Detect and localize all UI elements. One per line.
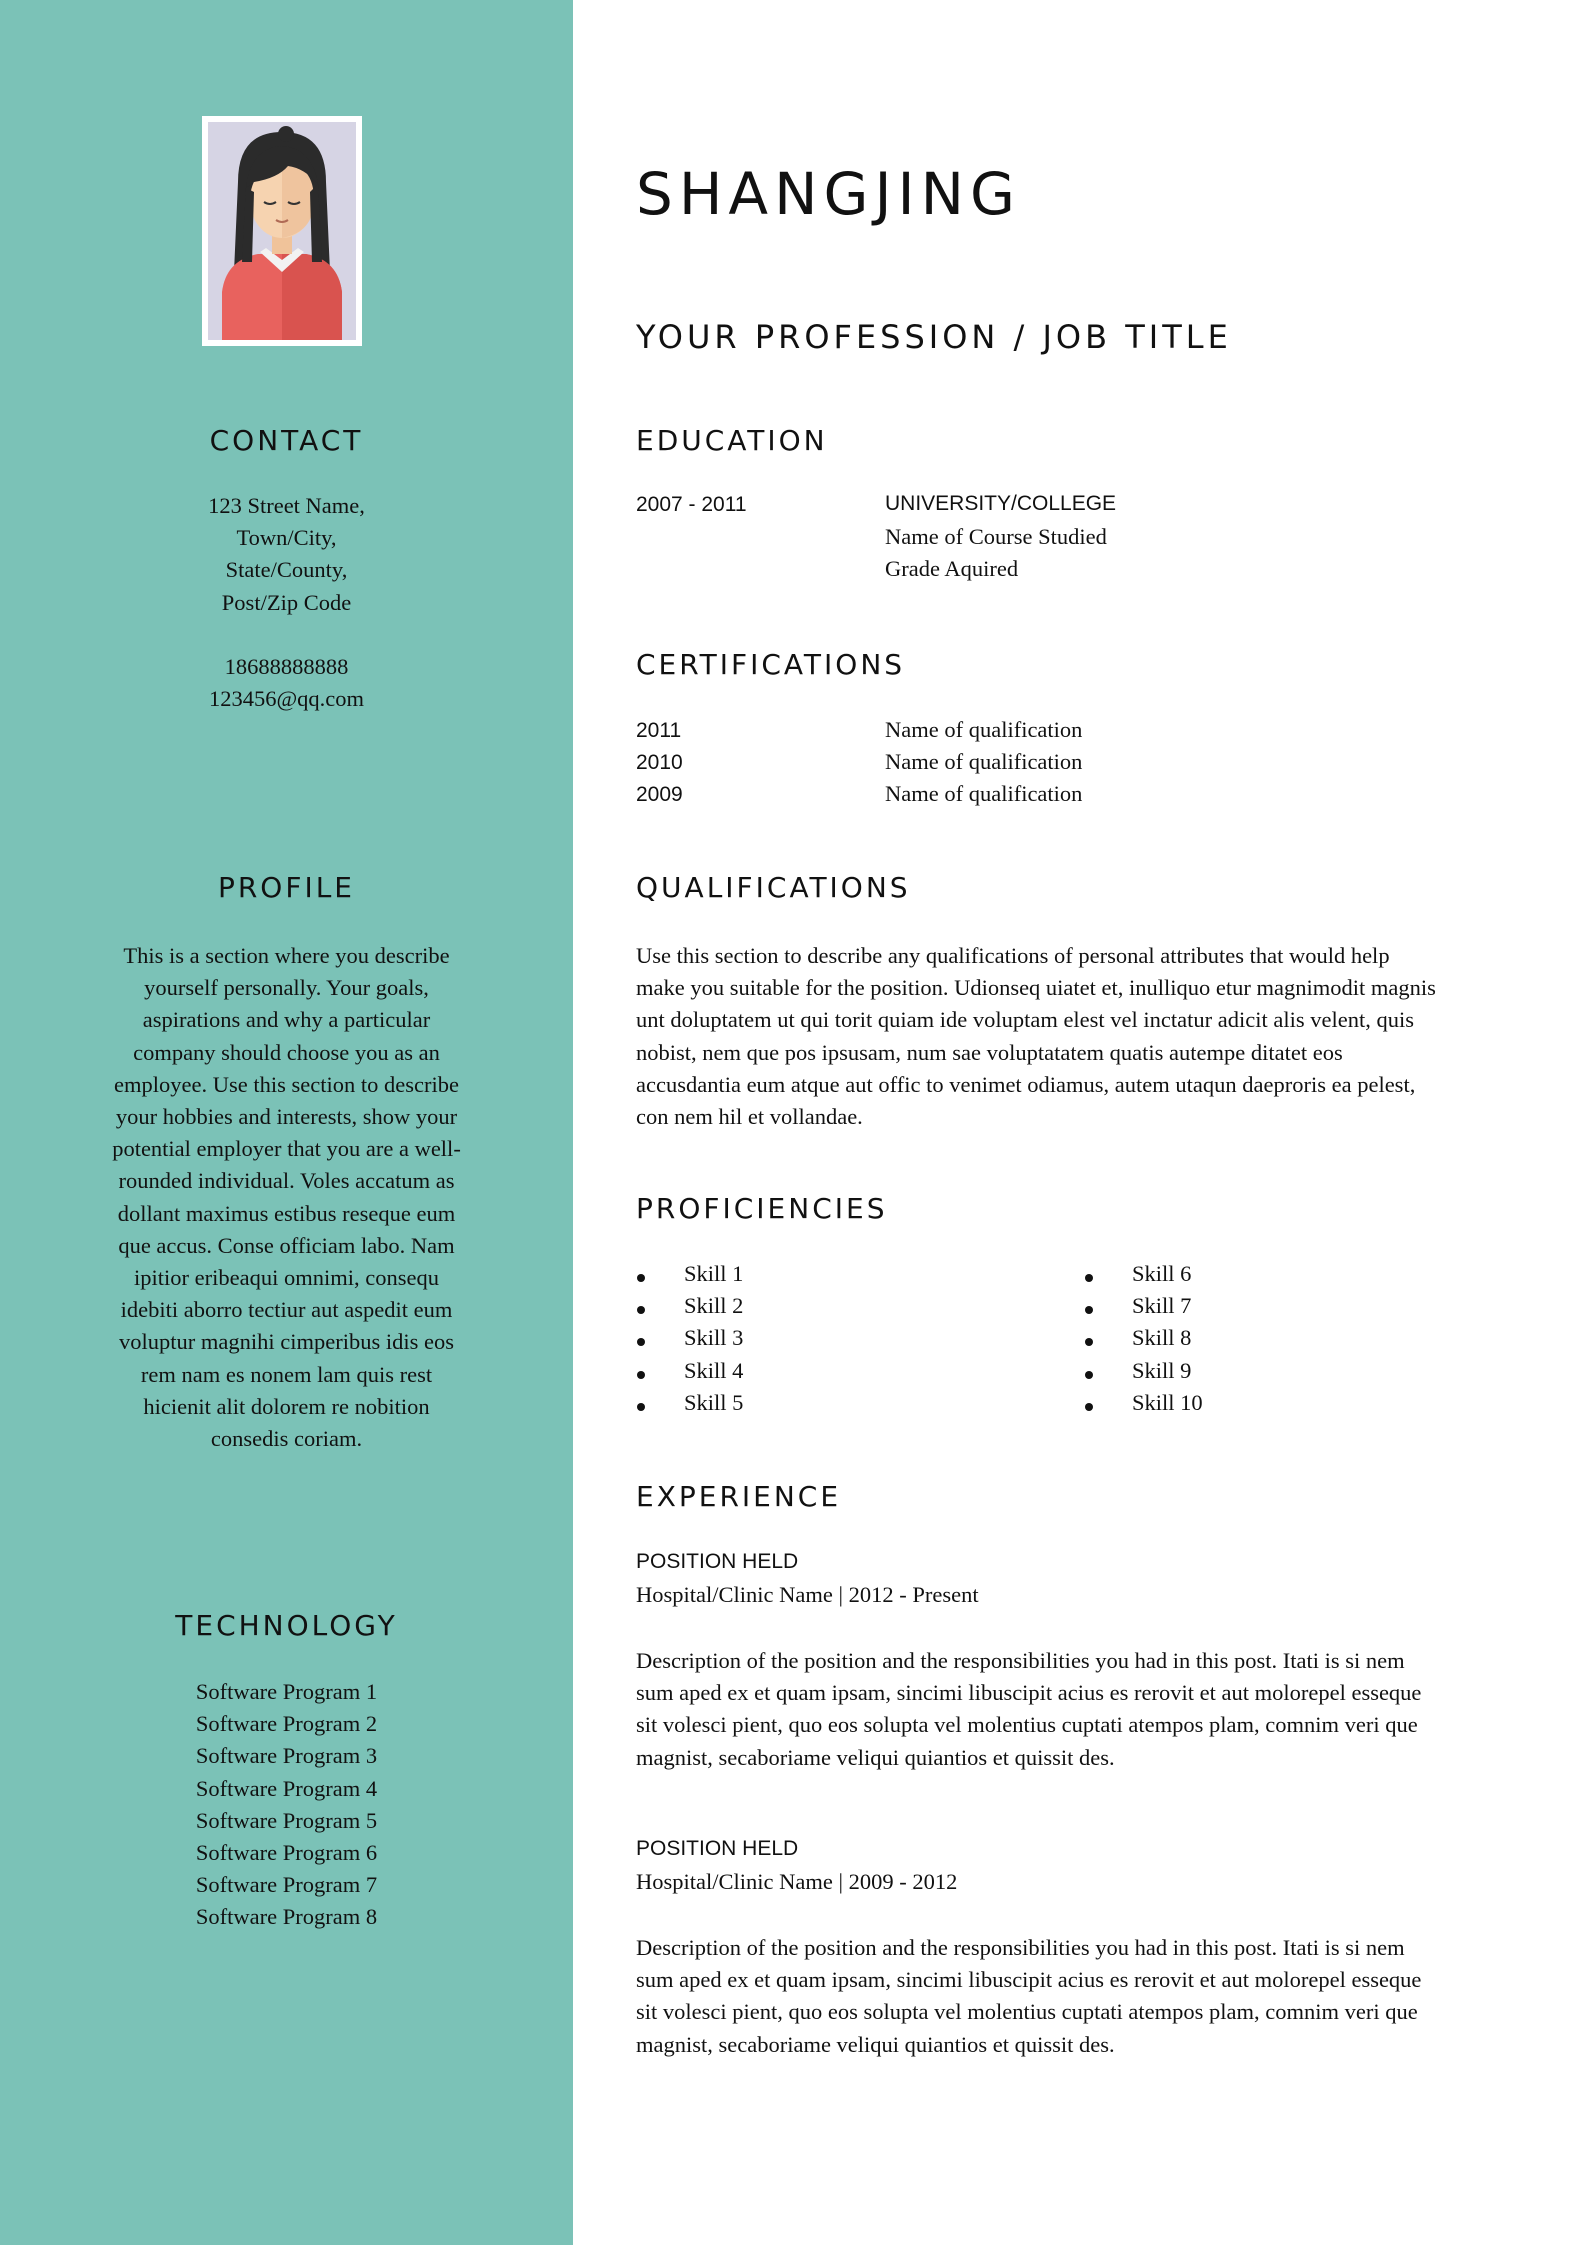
profile-line: employee. Use this section to describe [114, 1071, 459, 1097]
education-grade-row [636, 556, 1496, 588]
certification-row [636, 749, 1496, 781]
skill-item [1084, 1258, 1384, 1290]
address-line: State/County, [225, 557, 348, 583]
contact-heading: CONTACT [209, 424, 364, 457]
technology-heading: TECHNOLOGY [175, 1609, 398, 1642]
technology-item: Software Program 3 [195, 1743, 378, 1769]
position-description-line: sum aped ex et quam ipsam, sincimi libuscipit acius es rerovit et aut molorepel esseque [636, 1680, 1422, 1706]
profile-line: rem nam es nonem lam quis rest [140, 1361, 433, 1387]
bullet-icon [637, 1306, 645, 1314]
address-line: Post/Zip Code [221, 589, 352, 615]
bullet-icon [637, 1371, 645, 1379]
experience-heading: EXPERIENCE [636, 1480, 842, 1513]
sidebar [0, 0, 573, 2245]
qualifications-line: nobist, nem que pos ipsusam, num sae voluptatatem quatis autempe ditatet eos [636, 1039, 1343, 1065]
certification-name: Name of qualification [885, 749, 1083, 774]
position-title: POSITION HELD [636, 1550, 799, 1573]
bullet-icon [637, 1274, 645, 1282]
position-description-line: Description of the position and the responsibilities you had in this post. Itati is si nem [636, 1935, 1405, 1960]
bullet-icon [1085, 1306, 1093, 1314]
skill-label: Skill 10 [1132, 1389, 1203, 1415]
education-row [636, 490, 1496, 522]
skill-item [636, 1290, 936, 1322]
candidate-name: SHANGJING [636, 160, 1021, 228]
skill-label: Skill 2 [684, 1293, 744, 1319]
profile-line: rounded individual. Voles accatum as [118, 1168, 455, 1194]
position-description-line: Description of the position and the responsibilities you had in this post. Itati is si nem [636, 1648, 1405, 1673]
position-description [636, 1645, 1502, 1774]
qualifications-line: unt doluptatem ut qui torit quiam ide voluptam elest vel inctatur adicit alis velent, quis [636, 1007, 1414, 1033]
qualifications-line: con nem hil et vollandae. [636, 1104, 863, 1130]
skill-item [636, 1387, 936, 1419]
education-years: 2007 - 2011 [636, 493, 747, 516]
profile-line: idebiti aborro tectiur aut aspedit eum [120, 1297, 453, 1323]
position-description-line: magnist, secaboriame veliqui quiantios et quissit des. [636, 1744, 1115, 1770]
skill-item [1084, 1290, 1384, 1322]
certification-name: Name of qualification [885, 781, 1083, 806]
profile-line: aspirations and why a particular [142, 1007, 431, 1033]
position-subtitle: Hospital/Clinic Name | 2009 - 2012 [636, 1869, 958, 1894]
bullet-icon [637, 1403, 645, 1411]
profile-text [80, 940, 493, 1455]
position-description [636, 1932, 1502, 2061]
address-line: Town/City, [236, 525, 337, 551]
profile-line: ipitior eribeaqui omnimi, consequ [134, 1265, 439, 1291]
skill-item [1084, 1387, 1384, 1419]
skill-item [636, 1355, 936, 1387]
education-course: Name of Course Studied [885, 524, 1107, 549]
education-grade: Grade Aquired [885, 556, 1019, 581]
profile-line: voluptur magnihi cimperibus idis eos [119, 1329, 454, 1355]
technology-item: Software Program 2 [195, 1711, 378, 1737]
bullet-icon [1085, 1274, 1093, 1282]
profile-line: dollant maximus estibus reseque eum [117, 1200, 456, 1226]
skill-label: Skill 3 [684, 1325, 744, 1351]
profile-line: potential employer that you are a well- [112, 1136, 461, 1162]
profile-line: company should choose you as an [133, 1039, 440, 1065]
bullet-icon [1085, 1403, 1093, 1411]
bullet-icon [1085, 1371, 1093, 1379]
skill-item [636, 1258, 936, 1290]
profile-line: This is a section where you describe [123, 943, 450, 968]
phone-number: 18688888888 [224, 654, 349, 679]
qualifications-text [636, 940, 1502, 1133]
avatar-illustration [208, 122, 356, 340]
skill-label: Skill 4 [684, 1357, 744, 1383]
email-address: 123456@qq.com [208, 686, 365, 712]
technology-item: Software Program 6 [195, 1840, 378, 1866]
job-title: YOUR PROFESSION / JOB TITLE [636, 318, 1232, 356]
technology-item: Software Program 8 [195, 1904, 378, 1930]
skill-label: Skill 1 [684, 1261, 744, 1286]
technology-item: Software Program 7 [195, 1872, 378, 1898]
profile-line: hicienit alit dolorem re nobition [143, 1393, 430, 1419]
education-course-row [636, 524, 1496, 556]
qualifications-line: make you suitable for the position. Udionseq uiatet et, inulliquo etur magnimodit magnis [636, 975, 1436, 1001]
profile-heading: PROFILE [217, 871, 356, 904]
skills-list-right [1084, 1258, 1384, 1419]
skill-item [636, 1322, 936, 1354]
technology-list [90, 1676, 483, 1934]
technology-item: Software Program 4 [195, 1775, 378, 1801]
certification-row [636, 717, 1496, 749]
certification-year: 2011 [636, 719, 682, 742]
profile-line: que accus. Conse officiam labo. Nam [118, 1232, 455, 1258]
technology-item: Software Program 1 [195, 1679, 378, 1704]
education-heading: EDUCATION [636, 424, 828, 457]
certification-name: Name of qualification [885, 717, 1083, 742]
profile-photo [202, 116, 362, 346]
skill-label: Skill 6 [1132, 1261, 1192, 1286]
position-description-line: magnist, secaboriame veliqui quiantios et quissit des. [636, 2031, 1115, 2057]
profile-line: consedis coriam. [210, 1426, 363, 1452]
position-description-line: sit volesci pient, quo eos solupta vel molentius cuptati atempos plam, comnim veri que [636, 1999, 1418, 2025]
qualifications-line: accusdantia eum atque aut offic to venimet odiamus, autem utaqun daeproris ea pelest, [636, 1071, 1416, 1097]
skill-label: Skill 9 [1132, 1357, 1192, 1383]
skills-list-left [636, 1258, 936, 1419]
bullet-icon [1085, 1338, 1093, 1346]
skill-label: Skill 8 [1132, 1325, 1192, 1351]
position-title: POSITION HELD [636, 1837, 799, 1860]
certifications-heading: CERTIFICATIONS [636, 648, 906, 681]
proficiencies-heading: PROFICIENCIES [636, 1192, 888, 1225]
qualifications-heading: QUALIFICATIONS [636, 871, 911, 904]
position-description-line: sit volesci pient, quo eos solupta vel molentius cuptati atempos plam, comnim veri que [636, 1712, 1418, 1738]
certification-year: 2009 [636, 783, 683, 806]
position-subtitle: Hospital/Clinic Name | 2012 - Present [636, 1582, 979, 1607]
contact-details [90, 490, 483, 715]
qualifications-line: Use this section to describe any qualifications of personal attributes that would help [636, 943, 1390, 968]
education-institution: UNIVERSITY/COLLEGE [885, 492, 1117, 515]
certification-year: 2010 [636, 751, 683, 774]
skill-item [1084, 1355, 1384, 1387]
profile-line: yourself personally. Your goals, [144, 975, 429, 1001]
certification-row [636, 781, 1496, 813]
bullet-icon [637, 1338, 645, 1346]
skill-label: Skill 7 [1132, 1293, 1192, 1319]
skill-label: Skill 5 [684, 1389, 744, 1415]
profile-line: your hobbies and interests, show your [115, 1104, 458, 1130]
address-line: 123 Street Name, [208, 493, 365, 518]
technology-item: Software Program 5 [195, 1807, 378, 1833]
position-description-line: sum aped ex et quam ipsam, sincimi libuscipit acius es rerovit et aut molorepel esseque [636, 1967, 1422, 1993]
skill-item [1084, 1322, 1384, 1354]
